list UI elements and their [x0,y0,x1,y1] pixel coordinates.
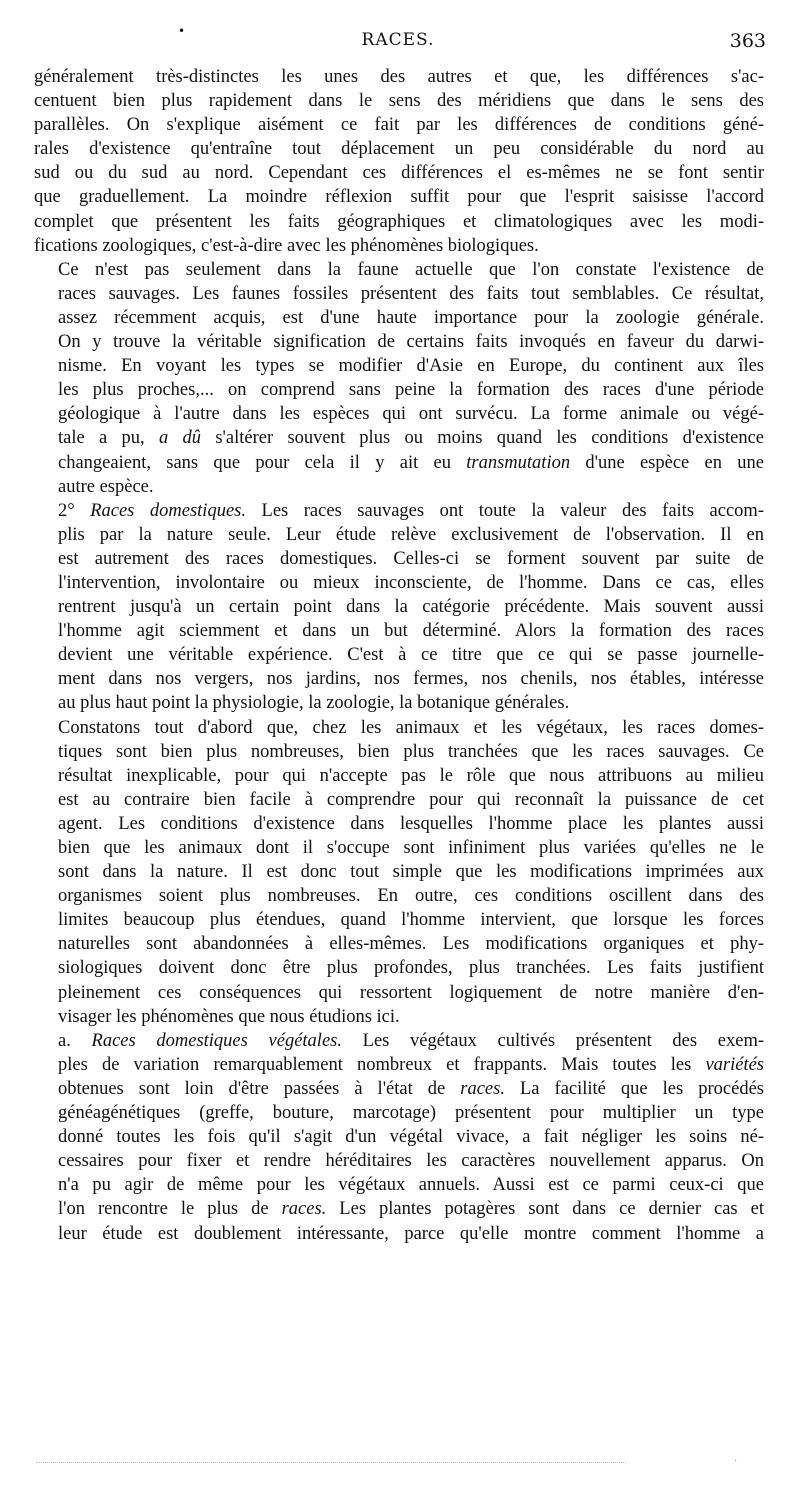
text-line [34,1053,764,1077]
text-line: devient une véritable expérience. C'est à ce titre que ce qui se passe journelle- [58,645,764,666]
text-line: au plus haut point la physiologie, la zoologie, la botanique générales. [58,693,570,714]
italic-run: transmutation [466,452,571,473]
text-run: tale a pu, [58,428,159,449]
paragraph-domestic-races [34,499,764,716]
running-title: RACES. [361,30,435,50]
text-line: ment dans nos vergers, nos jardins, nos fermes, nos chenils, nos étables, intéresse [58,669,764,690]
text-line: bien que les animaux dont il s'occupe sont infiniment plus variées qu'elles ne le [58,838,764,858]
text-line: sont dans la nature. Il est donc tout simple que les modifications imprimées aux [58,862,764,883]
text-line: leur étude est doublement intéressante, parce qu'elle montre comment l'homme a [58,1223,764,1244]
footer-mark: · [734,1456,738,1467]
text-line: que graduellement. La moindre réflexion suffit pour que l'esprit saisisse l'accord [34,187,764,208]
text-line: n'a pu agir de même pour les végétaux annuels. Aussi est ce parmi ceux-ci que [58,1175,764,1196]
text-run: l'on rencontre le plus de [58,1199,282,1220]
text-line: centuent bien plus rapidement dans le sens des méridiens que dans le sens des [34,91,764,112]
text-line: plis par la nature seule. Leur étude relève exclusivement de l'observation. Il en [58,524,764,545]
text-line: généagénétiques (greffe, bouture, marcotage) présentent pour multiplier un type [58,1103,764,1124]
text-line: cessaires pour fixer et rendre héréditaires les caractères nouvellement apparus. On [58,1151,764,1172]
text-line: est autrement des races domestiques. Celles-ci se forment souvent par suite de [58,548,764,569]
text-run: d'une espèce en une [570,452,764,473]
text-line: résultat inexplicable, pour qui n'accepte pas le rôle que nous attribuons au milieu [58,765,764,786]
text-line [34,426,764,450]
text-line: assez récemment acquis, est d'une haute importance pour la zoologie générale. [58,307,764,328]
page-header [30,24,766,56]
text-line: donné toutes les fois qu'il s'agit d'un végétal vivace, a fait négliger les soins né- [58,1127,764,1148]
section-heading-italic: Races domestiques. [90,500,246,521]
italic-run: races. [281,1199,327,1220]
text-line [34,1029,764,1053]
text-line: visager les phénomènes que nous étudions ici. [58,1006,400,1027]
text-line: géologique à l'autre dans les espèces qui ont survécu. La forme animale ou végé- [58,404,764,425]
footer-bleed-through [36,1462,626,1464]
text-line: est au contraire bien facile à comprendre pour qui reconnaît la puissance de cet [58,789,764,810]
text-line: siologiques doivent donc être plus profondes, plus tranchées. Les faits justifient [58,958,764,979]
text-line: l'intervention, involontaire ou mieux inconsciente, de l'homme. Dans ce cas, elles [58,572,764,593]
paragraph-continuation [34,65,764,258]
text-line [34,451,764,475]
text-line: pleinement ces conséquences qui ressortent logiquement de notre manière d'en- [58,982,764,1003]
text-run: Les races sauvages ont toute la valeur des faits accom- [245,500,764,521]
text-line: fications zoologiques, c'est-à-dire avec les phénomènes biologiques. [34,235,539,256]
text-run: 2° [58,500,91,521]
text-run: obtenues sont loin d'être passées à l'état de [58,1078,461,1099]
text-run: changeaient, sans que pour cela il y ait eu [58,452,467,473]
text-line: complet que présentent les faits géographiques et climatologiques avec les modi- [34,211,764,232]
text-line [34,1197,764,1221]
text-line: organismes soient plus nombreuses. En outre, ces conditions oscillent dans des [58,886,764,907]
text-run: Les végétaux cultivés présentent des exem- [341,1030,765,1051]
text-line: Ce n'est pas seulement dans la faune actuelle que l'on constate l'existence de [58,259,764,280]
text-run: Les plantes potagères sont dans ce dernier cas et [326,1199,764,1220]
text-run: La facilité que les procédés [504,1078,764,1099]
text-line: agent. Les conditions d'existence dans lesquelles l'homme place les plantes aussi [58,813,764,834]
text-line: l'homme agit sciemment et dans un but déterminé. Alors la formation des races [58,621,764,642]
text-line: rentrent jusqu'à un certain point dans la catégorie précédente. Mais souvent aussi [58,597,764,618]
text-run: s'altérer souvent plus ou moins quand les conditions d'existence [201,428,764,449]
text-run: ples de variation remarquablement nombreux et frappants. Mais toutes les [58,1054,706,1075]
page-body [34,65,764,1246]
paragraph-vegetable-races [34,1029,764,1246]
italic-run: a dû [158,428,202,449]
paragraph-fossil-races [34,258,764,499]
text-line: les plus proches,... on comprend sans peine la formation des races d'une période [58,380,764,401]
text-line: Constatons tout d'abord que, chez les animaux et les végétaux, les races domes- [58,717,764,738]
page-number: 363 [729,30,766,52]
paragraph-constatons [34,716,764,1029]
header-dot: • [178,24,186,38]
text-line: On y trouve la véritable signification de certains faits invoqués en faveur du darwi- [58,332,764,353]
italic-run: variétés [705,1054,764,1075]
text-line: autre espèce. [58,476,154,497]
section-heading-italic: Races domestiques végétales. [91,1030,342,1051]
text-line [34,1077,764,1101]
text-line: généralement très-distinctes les unes des autres et que, les différences s'ac- [34,67,764,87]
italic-run: races. [460,1078,505,1099]
text-line: tiques sont bien plus nombreuses, bien plus tranchées que les races sauvages. Ce [58,741,764,762]
text-line: sud ou du sud au nord. Cependant ces différences el es-mêmes ne se font sentir [34,163,764,184]
text-line: races sauvages. Les faunes fossiles présentent des faits tout semblables. Ce résultat, [58,283,764,304]
text-line: parallèles. On s'explique aisément ce fait par les différences de conditions géné- [34,115,764,136]
text-line [34,499,764,523]
text-line: naturelles sont abandonnées à elles-mêmes. Les modifications organiques et phy- [58,934,764,955]
text-run: a. [58,1030,92,1051]
text-line: nisme. En voyant les types se modifier d'Asie en Europe, du continent aux îles [58,356,764,377]
text-line: rales d'existence qu'entraîne tout déplacement un peu considérable du nord au [34,139,764,160]
text-line: limites beaucoup plus étendues, quand l'homme intervient, que lorsque les forces [58,910,764,931]
